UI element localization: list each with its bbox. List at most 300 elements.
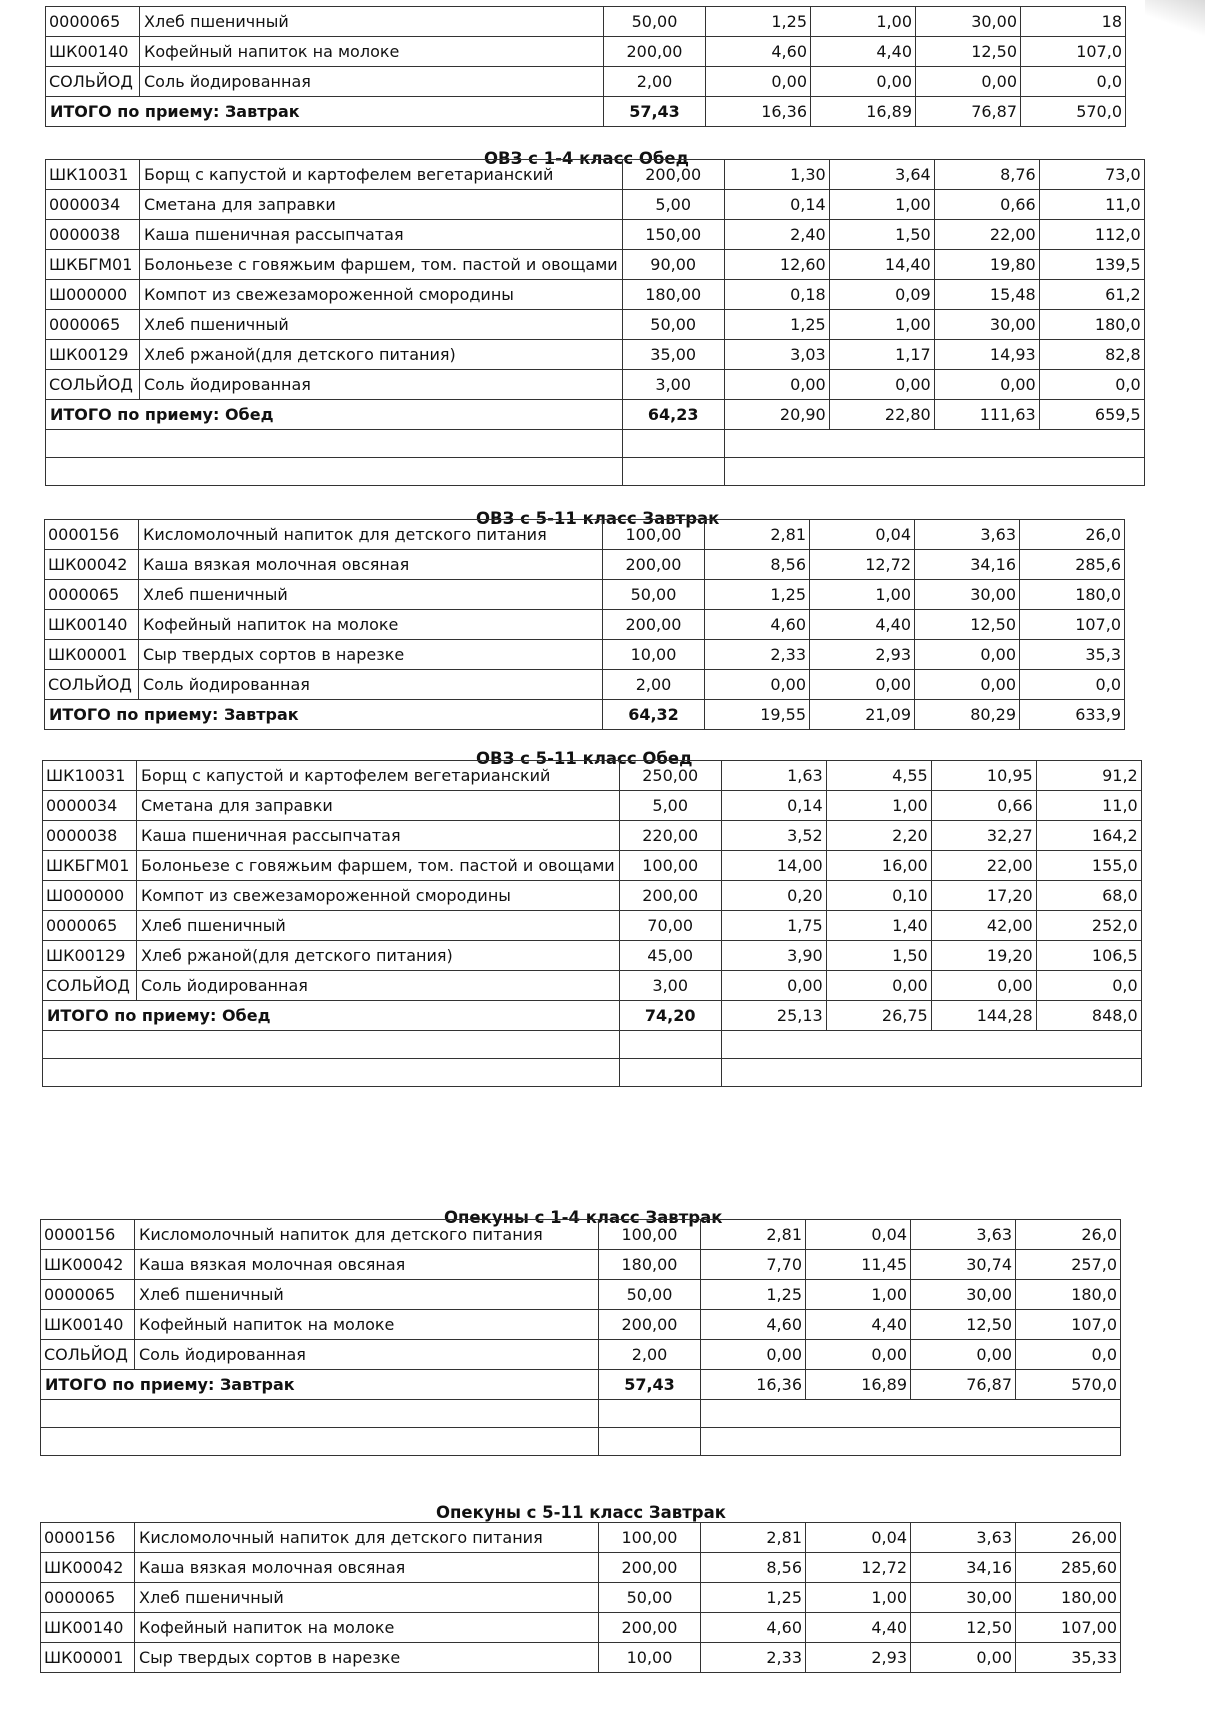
menu-table [45,6,1126,127]
item-protein: 0,00 [721,971,826,1001]
table-row [43,941,1142,971]
item-weight: 3,00 [622,370,724,400]
item-carbs: 12,50 [911,1613,1016,1643]
item-weight: 100,00 [619,851,721,881]
item-fat: 14,40 [829,250,934,280]
item-name: Борщ с капустой и картофелем вегетарианский [137,761,620,791]
item-code: ШК00129 [43,941,137,971]
empty-row [46,430,1145,458]
empty-cell [43,1059,620,1087]
item-carbs: 32,27 [931,821,1036,851]
item-kcal: 180,0 [1020,580,1125,610]
item-code: ШК00042 [41,1250,135,1280]
item-name: Соль йодированная [139,670,603,700]
item-kcal: 0,0 [1020,670,1125,700]
item-carbs: 17,20 [931,881,1036,911]
item-carbs: 30,00 [911,1280,1016,1310]
empty-cell [701,1400,1121,1428]
item-carbs: 34,16 [915,550,1020,580]
item-code: ШК00001 [45,640,139,670]
item-kcal: 139,5 [1039,250,1144,280]
item-weight: 180,00 [599,1250,701,1280]
item-code: 0000065 [41,1583,135,1613]
item-code: 0000156 [41,1220,135,1250]
table-row [43,881,1142,911]
total-label: ИТОГО по приему: Обед [43,1001,620,1031]
item-name: Соль йодированная [137,971,620,1001]
item-fat: 11,45 [806,1250,911,1280]
table-row [46,310,1145,340]
menu-table [44,519,1125,730]
table-row [46,220,1145,250]
table-row [46,37,1126,67]
item-weight: 180,00 [622,280,724,310]
table-row [43,971,1142,1001]
table-row [41,1523,1121,1553]
table-row [41,1340,1121,1370]
empty-cell [46,458,623,486]
item-code: ШК00042 [45,550,139,580]
item-fat: 1,00 [829,310,934,340]
empty-cell [724,430,1144,458]
item-fat: 2,93 [806,1643,911,1673]
total-fat: 16,89 [811,97,916,127]
item-carbs: 10,95 [931,761,1036,791]
item-kcal: 0,0 [1016,1340,1121,1370]
item-code: 0000065 [46,7,140,37]
item-name: Хлеб пшеничный [139,580,603,610]
table-row [45,520,1125,550]
empty-row [46,458,1145,486]
item-kcal: 61,2 [1039,280,1144,310]
item-name: Кисломолочный напиток для детского питания [135,1220,599,1250]
item-code: ШКБГМ01 [43,851,137,881]
item-code: СОЛЬЙОД [45,670,139,700]
item-fat: 3,64 [829,160,934,190]
item-code: ШК00001 [41,1643,135,1673]
total-carbs: 80,29 [915,700,1020,730]
item-weight: 200,00 [599,1553,701,1583]
item-code: 0000065 [41,1280,135,1310]
item-code: ШК10031 [43,761,137,791]
item-carbs: 12,50 [916,37,1021,67]
item-code: ШК00042 [41,1553,135,1583]
item-kcal: 106,5 [1036,941,1141,971]
item-name: Каша вязкая молочная овсяная [135,1553,599,1583]
item-kcal: 91,2 [1036,761,1141,791]
item-carbs: 30,00 [915,580,1020,610]
item-carbs: 0,00 [915,640,1020,670]
section-title: ОВЗ с 5-11 класс Завтрак [476,509,720,528]
table-row [46,280,1145,310]
item-weight: 50,00 [599,1280,701,1310]
empty-cell [724,458,1144,486]
item-carbs: 12,50 [911,1310,1016,1340]
item-protein: 0,00 [724,370,829,400]
item-carbs: 14,93 [934,340,1039,370]
item-carbs: 0,66 [931,791,1036,821]
item-protein: 0,14 [724,190,829,220]
item-name: Каша пшеничная рассыпчатая [140,220,623,250]
item-kcal: 107,0 [1020,610,1125,640]
item-fat: 0,04 [806,1523,911,1553]
item-name: Сыр твердых сортов в нарезке [139,640,603,670]
item-name: Кофейный напиток на молоке [135,1613,599,1643]
item-weight: 200,00 [619,881,721,911]
table-row [41,1310,1121,1340]
item-fat: 1,17 [829,340,934,370]
table-row [41,1220,1121,1250]
empty-row [41,1428,1121,1456]
item-weight: 100,00 [603,520,705,550]
total-protein: 16,36 [706,97,811,127]
item-code: 0000065 [45,580,139,610]
item-kcal: 26,0 [1016,1220,1121,1250]
table-row [41,1583,1121,1613]
section-title: Опекуны с 1-4 класс Завтрак [444,1208,723,1227]
item-name: Болоньезе с говяжьим фаршем, том. пастой и овощами [140,250,623,280]
item-kcal: 0,0 [1036,971,1141,1001]
empty-cell [43,1031,620,1059]
total-kcal: 848,0 [1036,1001,1141,1031]
table-row [41,1643,1121,1673]
item-protein: 2,33 [701,1643,806,1673]
item-fat: 0,00 [806,1340,911,1370]
table-row [41,1613,1121,1643]
item-kcal: 112,0 [1039,220,1144,250]
item-weight: 2,00 [604,67,706,97]
item-kcal: 180,0 [1039,310,1144,340]
item-protein: 2,81 [701,1523,806,1553]
empty-cell [721,1031,1141,1059]
item-protein: 0,00 [705,670,810,700]
item-carbs: 0,00 [934,370,1039,400]
table-row [46,67,1126,97]
item-weight: 200,00 [622,160,724,190]
empty-cell [41,1400,599,1428]
item-weight: 90,00 [622,250,724,280]
item-carbs: 0,00 [911,1340,1016,1370]
item-name: Сметана для заправки [137,791,620,821]
total-label: ИТОГО по приему: Завтрак [45,700,603,730]
item-kcal: 107,0 [1016,1310,1121,1340]
item-protein: 1,25 [724,310,829,340]
item-kcal: 11,0 [1039,190,1144,220]
item-protein: 14,00 [721,851,826,881]
item-kcal: 82,8 [1039,340,1144,370]
item-kcal: 180,0 [1016,1280,1121,1310]
page-fold-shadow [1145,0,1205,40]
item-fat: 1,40 [826,911,931,941]
item-fat: 0,00 [810,670,915,700]
item-protein: 0,00 [701,1340,806,1370]
table-row [43,791,1142,821]
table-row [46,340,1145,370]
item-protein: 0,20 [721,881,826,911]
item-weight: 220,00 [619,821,721,851]
item-weight: 200,00 [599,1310,701,1340]
total-fat: 16,89 [806,1370,911,1400]
total-label: ИТОГО по приему: Обед [46,400,623,430]
empty-row [41,1400,1121,1428]
item-fat: 4,40 [811,37,916,67]
item-kcal: 285,6 [1020,550,1125,580]
item-weight: 2,00 [599,1340,701,1370]
item-weight: 100,00 [599,1523,701,1553]
item-kcal: 18 [1021,7,1126,37]
item-carbs: 19,80 [934,250,1039,280]
item-carbs: 34,16 [911,1553,1016,1583]
item-code: ШК00129 [46,340,140,370]
item-code: СОЛЬЙОД [46,67,140,97]
item-name: Кофейный напиток на молоке [140,37,604,67]
item-kcal: 68,0 [1036,881,1141,911]
item-kcal: 73,0 [1039,160,1144,190]
item-carbs: 0,00 [931,971,1036,1001]
item-protein: 0,18 [724,280,829,310]
item-code: ШК00140 [45,610,139,640]
empty-cell [622,458,724,486]
item-code: Ш000000 [43,881,137,911]
item-weight: 250,00 [619,761,721,791]
item-weight: 10,00 [603,640,705,670]
item-code: 0000065 [46,310,140,340]
item-protein: 2,81 [701,1220,806,1250]
total-fat: 22,80 [829,400,934,430]
item-protein: 2,81 [705,520,810,550]
table-row [41,1280,1121,1310]
item-weight: 50,00 [604,7,706,37]
item-name: Хлеб пшеничный [140,7,604,37]
item-kcal: 164,2 [1036,821,1141,851]
item-kcal: 0,0 [1039,370,1144,400]
table-row [43,821,1142,851]
item-name: Кофейный напиток на молоке [135,1310,599,1340]
item-protein: 1,25 [701,1280,806,1310]
item-name: Каша вязкая молочная овсяная [139,550,603,580]
item-code: ШК00140 [46,37,140,67]
item-protein: 4,60 [701,1310,806,1340]
item-fat: 2,20 [826,821,931,851]
empty-cell [721,1059,1141,1087]
total-row [41,1370,1121,1400]
empty-cell [599,1400,701,1428]
item-carbs: 30,74 [911,1250,1016,1280]
item-code: СОЛЬЙОД [46,370,140,400]
item-protein: 1,25 [705,580,810,610]
table-row [46,190,1145,220]
total-protein: 19,55 [705,700,810,730]
total-fat: 21,09 [810,700,915,730]
item-protein: 8,56 [701,1553,806,1583]
total-weight: 64,23 [622,400,724,430]
item-fat: 0,04 [810,520,915,550]
item-protein: 1,25 [701,1583,806,1613]
item-code: ШК00140 [41,1310,135,1340]
item-kcal: 26,00 [1016,1523,1121,1553]
item-carbs: 22,00 [931,851,1036,881]
table-row [46,250,1145,280]
item-carbs: 30,00 [911,1583,1016,1613]
item-name: Борщ с капустой и картофелем вегетарианский [140,160,623,190]
item-kcal: 180,00 [1016,1583,1121,1613]
item-kcal: 0,0 [1021,67,1126,97]
total-carbs: 111,63 [934,400,1039,430]
item-carbs: 19,20 [931,941,1036,971]
item-fat: 4,40 [806,1613,911,1643]
empty-row [43,1031,1142,1059]
total-carbs: 76,87 [911,1370,1016,1400]
item-fat: 2,93 [810,640,915,670]
item-name: Хлеб пшеничный [140,310,623,340]
table-row [45,550,1125,580]
empty-cell [701,1428,1121,1456]
item-code: 0000034 [43,791,137,821]
item-carbs: 15,48 [934,280,1039,310]
item-name: Каша пшеничная рассыпчатая [137,821,620,851]
item-carbs: 3,63 [915,520,1020,550]
item-weight: 200,00 [603,610,705,640]
item-carbs: 3,63 [911,1220,1016,1250]
item-protein: 4,60 [701,1613,806,1643]
item-fat: 0,00 [826,971,931,1001]
item-carbs: 3,63 [911,1523,1016,1553]
empty-cell [619,1059,721,1087]
section-title: Опекуны с 5-11 класс Завтрак [436,1503,726,1522]
item-carbs: 0,66 [934,190,1039,220]
item-name: Хлеб ржаной(для детского питания) [137,941,620,971]
item-weight: 5,00 [622,190,724,220]
item-carbs: 8,76 [934,160,1039,190]
item-weight: 35,00 [622,340,724,370]
item-weight: 5,00 [619,791,721,821]
item-protein: 3,52 [721,821,826,851]
table-row [45,580,1125,610]
item-protein: 12,60 [724,250,829,280]
item-fat: 1,50 [829,220,934,250]
item-name: Соль йодированная [140,370,623,400]
item-weight: 100,00 [599,1220,701,1250]
item-protein: 8,56 [705,550,810,580]
item-code: СОЛЬЙОД [41,1340,135,1370]
item-carbs: 12,50 [915,610,1020,640]
item-kcal: 107,00 [1016,1613,1121,1643]
item-kcal: 155,0 [1036,851,1141,881]
item-fat: 0,00 [829,370,934,400]
total-carbs: 76,87 [916,97,1021,127]
empty-cell [46,430,623,458]
item-carbs: 30,00 [934,310,1039,340]
item-protein: 0,00 [706,67,811,97]
total-label: ИТОГО по приему: Завтрак [46,97,604,127]
item-weight: 200,00 [604,37,706,67]
table-row [41,1553,1121,1583]
empty-cell [619,1031,721,1059]
item-protein: 7,70 [701,1250,806,1280]
item-protein: 3,03 [724,340,829,370]
item-code: ШК10031 [46,160,140,190]
item-protein: 1,63 [721,761,826,791]
item-name: Хлеб ржаной(для детского питания) [140,340,623,370]
item-code: 0000038 [43,821,137,851]
table-row [45,640,1125,670]
total-kcal: 570,0 [1021,97,1126,127]
item-kcal: 252,0 [1036,911,1141,941]
item-name: Соль йодированная [135,1340,599,1370]
total-protein: 25,13 [721,1001,826,1031]
item-protein: 4,60 [706,37,811,67]
total-row [46,97,1126,127]
total-weight: 74,20 [619,1001,721,1031]
total-kcal: 659,5 [1039,400,1144,430]
item-protein: 1,25 [706,7,811,37]
item-name: Кисломолочный напиток для детского питания [135,1523,599,1553]
item-protein: 2,33 [705,640,810,670]
table-row [46,370,1145,400]
item-name: Соль йодированная [140,67,604,97]
item-kcal: 35,3 [1020,640,1125,670]
total-fat: 26,75 [826,1001,931,1031]
item-fat: 0,00 [811,67,916,97]
item-fat: 4,55 [826,761,931,791]
item-kcal: 107,0 [1021,37,1126,67]
total-weight: 64,32 [603,700,705,730]
menu-table [40,1219,1121,1456]
total-row [45,700,1125,730]
item-name: Сметана для заправки [140,190,623,220]
item-weight: 50,00 [599,1583,701,1613]
item-protein: 3,90 [721,941,826,971]
table-row [43,851,1142,881]
empty-cell [599,1428,701,1456]
item-weight: 70,00 [619,911,721,941]
item-name: Хлеб пшеничный [137,911,620,941]
item-name: Кофейный напиток на молоке [139,610,603,640]
item-weight: 45,00 [619,941,721,971]
total-protein: 16,36 [701,1370,806,1400]
total-protein: 20,90 [724,400,829,430]
total-weight: 57,43 [604,97,706,127]
item-fat: 1,00 [806,1280,911,1310]
table-row [41,1250,1121,1280]
empty-cell [622,430,724,458]
item-fat: 1,00 [810,580,915,610]
item-fat: 1,00 [826,791,931,821]
table-row [43,911,1142,941]
table-row [46,160,1145,190]
item-protein: 1,30 [724,160,829,190]
item-code: 0000034 [46,190,140,220]
item-protein: 2,40 [724,220,829,250]
item-code: 0000038 [46,220,140,250]
table-row [45,610,1125,640]
item-fat: 1,00 [829,190,934,220]
item-weight: 2,00 [603,670,705,700]
item-fat: 1,50 [826,941,931,971]
item-code: 0000065 [43,911,137,941]
item-fat: 16,00 [826,851,931,881]
item-code: 0000156 [45,520,139,550]
empty-cell [41,1428,599,1456]
table-row [45,670,1125,700]
item-protein: 4,60 [705,610,810,640]
item-code: ШКБГМ01 [46,250,140,280]
item-weight: 3,00 [619,971,721,1001]
item-code: СОЛЬЙОД [43,971,137,1001]
item-kcal: 11,0 [1036,791,1141,821]
item-fat: 1,00 [806,1583,911,1613]
item-kcal: 257,0 [1016,1250,1121,1280]
